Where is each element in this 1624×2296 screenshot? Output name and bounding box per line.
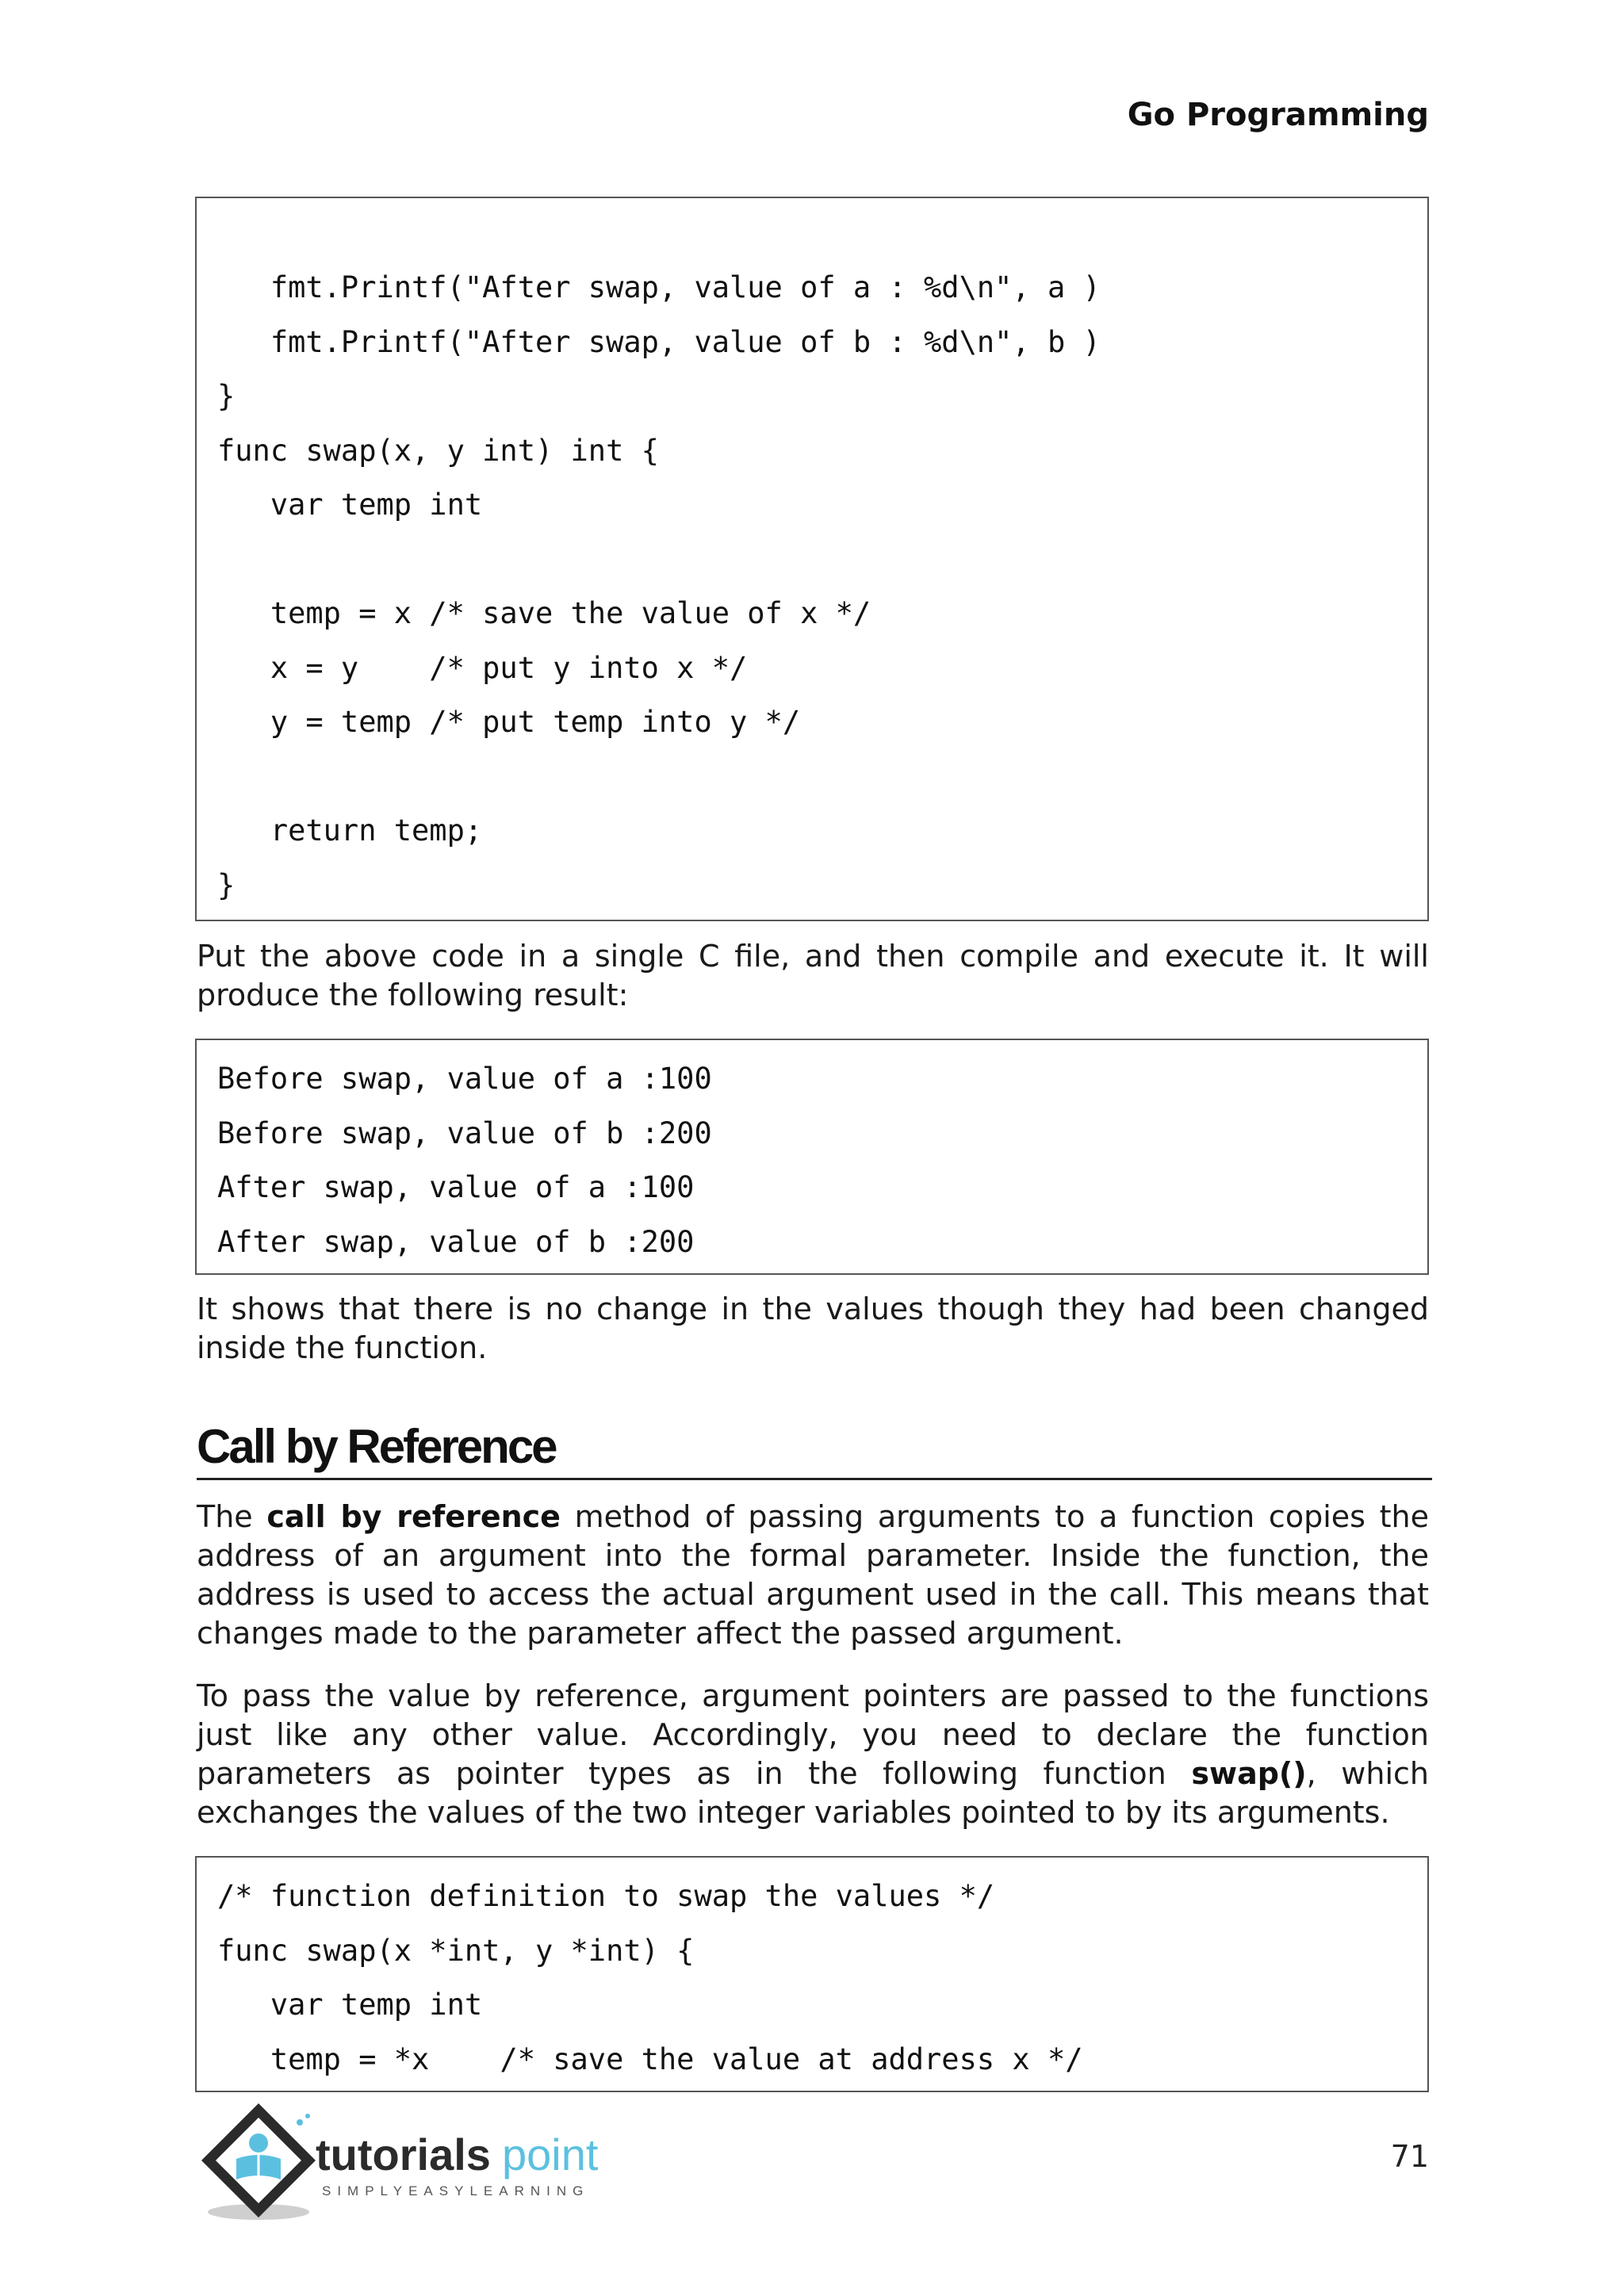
section-heading-call-by-reference: Call by Reference [197, 1419, 1432, 1480]
paragraph-no-change-explanation: It shows that there is no change in the values though they had been changed inside the function. [197, 1292, 1429, 1365]
code-line: /* function definition to swap the values */ [217, 1879, 995, 1913]
code-block-swap-call-by-value [195, 197, 1429, 921]
paragraph-pass-by-pointer [197, 1677, 1429, 1832]
text-run: , which exchanges the values of the two integer variables pointed to by its arguments. [197, 1756, 1429, 1830]
code-line: After swap, value of b :200 [217, 1225, 695, 1259]
code-line: fmt.Printf("After swap, value of b : %d\n", b ) [217, 325, 1101, 359]
code-line: var temp int [217, 1988, 483, 2022]
code-line: func swap(x *int, y *int) { [217, 1934, 695, 1968]
code-line: Before swap, value of a :100 [217, 1062, 712, 1096]
text-run: method of passing arguments to a function copies the address of an argument into the formal parameter. Inside the function, the address is used to access the actual argument used in the call. This means that changes made to the parameter affect the passed argument. [197, 1499, 1429, 1651]
code-line: temp = x /* save the value of x */ [217, 596, 871, 630]
code-line: } [217, 379, 236, 413]
tutorialspoint-logo [195, 2097, 639, 2232]
logo-wordmark-accent: point [502, 2130, 599, 2179]
code-line: var temp int [217, 488, 483, 522]
code-line: } [217, 868, 236, 902]
running-header: Go Programming [1127, 97, 1429, 133]
text-run: The [197, 1499, 267, 1534]
paragraph-compile-instructions: Put the above code in a single C file, and then compile and execute it. It will produce the following result: [197, 939, 1429, 1012]
bold-term: call by reference [266, 1499, 561, 1534]
code-line: y = temp /* put temp into y */ [217, 705, 801, 739]
code-line: fmt.Printf("After swap, value of a : %d\n", a ) [217, 270, 1101, 304]
code-line: temp = *x /* save the value at address x */ [217, 2042, 1083, 2076]
code-line: func swap(x, y int) int { [217, 434, 659, 468]
page-number: 71 [1390, 2139, 1429, 2174]
code-line: After swap, value of a :100 [217, 1170, 695, 1204]
code-line: Before swap, value of b :200 [217, 1116, 712, 1150]
code-line: return temp; [217, 813, 483, 848]
logo-figure-head [249, 2133, 268, 2152]
logo-wordmark-main: tutorials [316, 2130, 491, 2179]
code-line: x = y /* put y into x */ [217, 651, 748, 685]
logo-tagline: SIMPLYEASYLEARNING [322, 2183, 590, 2198]
logo-dot [305, 2114, 310, 2118]
code-block-swap-pointer [195, 1856, 1429, 2092]
code-block-output [195, 1039, 1429, 1275]
paragraph-call-by-reference-intro [197, 1498, 1429, 1653]
bold-function-name: swap() [1191, 1756, 1307, 1791]
text-run: To pass the value by reference, argument pointers are passed to the functions just like any other value. Accordingly, you need to declare the function parameters as pointer types as in the following function [197, 1678, 1429, 1791]
logo-dot [297, 2119, 303, 2126]
